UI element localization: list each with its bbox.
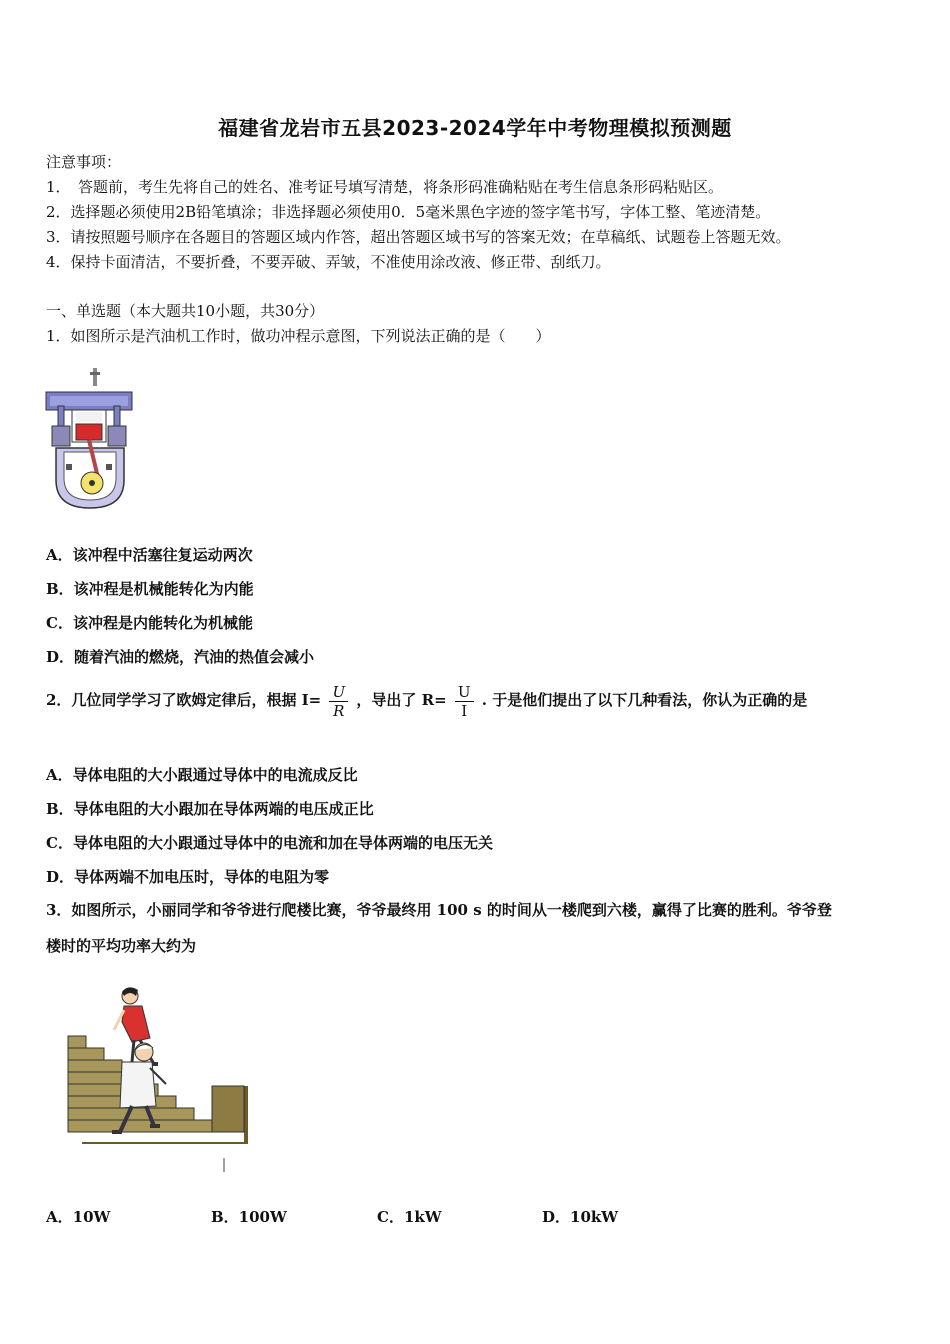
fraction-denominator: R [329, 701, 348, 720]
question-2-text-part: ，导出了 R= [356, 691, 447, 709]
fraction-numerator: U [332, 682, 346, 701]
stair-climbing-figure [62, 982, 248, 1174]
question-2-text-part: . 于是他们提出了以下几种看法，你认为正确的是 [481, 691, 808, 709]
notice-heading: 注意事项： [46, 153, 122, 171]
notice-item: 4．保持卡面清洁，不要折叠，不要弄破、弄皱，不准使用涂改液、修正带、刮纸刀。 [46, 253, 611, 271]
question-2-option-a[interactable]: A．导体电阻的大小跟通过导体中的电流成反比 [46, 766, 358, 784]
notice-item: 3．请按照题号顺序在各题目的答题区域内作答，超出答题区域书写的答案无效；在草稿纸、试题卷上答题无效。 [46, 228, 791, 246]
question-3-option-d[interactable]: D．10kW [542, 1208, 619, 1226]
question-3-option-c[interactable]: C．1kW [377, 1208, 442, 1226]
notice-item: 2．选择题必须使用2B铅笔填涂；非选择题必须使用0．5毫米黑色字迹的签字笔书写，字体工整、笔迹清楚。 [46, 203, 771, 221]
question-3-option-b[interactable]: B．100W [211, 1208, 287, 1226]
resistance-fraction [455, 683, 474, 720]
question-3-option-a[interactable]: A．10W [46, 1208, 111, 1226]
question-3-stem-line1: 3．如图所示，小丽同学和爷爷进行爬楼比赛，爷爷最终用 100 s 的时间从一楼爬到六楼，赢得了比赛的胜利。爷爷登 [46, 901, 832, 919]
piston [76, 424, 102, 440]
ohm-law-fraction [329, 683, 348, 720]
question-2-option-c[interactable]: C．导体电阻的大小跟通过导体中的电流和加在导体两端的电压无关 [46, 834, 493, 852]
question-1-stem: 1．如图所示是汽油机工作时，做功冲程示意图，下列说法正确的是（ ） [46, 327, 551, 345]
fraction-numerator: U [457, 682, 471, 701]
fraction-denominator: I [455, 701, 474, 720]
question-2-option-d[interactable]: D．导体两端不加电压时，导体的电阻为零 [46, 868, 330, 886]
engine-power-stroke-figure [44, 368, 136, 514]
question-1-option-c[interactable]: C．该冲程是内能转化为机械能 [46, 614, 253, 632]
question-2-text-part: 2．几位同学学习了欧姆定律后，根据 I= [46, 691, 322, 709]
question-1-option-d[interactable]: D．随着汽油的燃烧，汽油的热值会减小 [46, 648, 315, 666]
notice-item: 1． 答题前，考生先将自己的姓名、准考证号填写清楚，将条形码准确粘贴在考生信息条形码粘贴区。 [46, 178, 724, 196]
question-2-option-b[interactable]: B．导体电阻的大小跟加在导体两端的电压成正比 [46, 800, 374, 818]
page-title: 福建省龙岩市五县2023-2024学年中考物理模拟预测题 [218, 116, 732, 140]
spark-plug [93, 368, 97, 386]
question-3-stem-line2: 楼时的平均功率大约为 [46, 937, 197, 955]
section-heading: 一、单选题（本大题共10小题，共30分） [46, 302, 325, 320]
question-1-option-a[interactable]: A．该冲程中活塞往复运动两次 [46, 546, 253, 564]
question-1-option-b[interactable]: B．该冲程是机械能转化为内能 [46, 580, 254, 598]
question-2-stem [46, 682, 807, 720]
girl-dress [122, 1006, 150, 1042]
